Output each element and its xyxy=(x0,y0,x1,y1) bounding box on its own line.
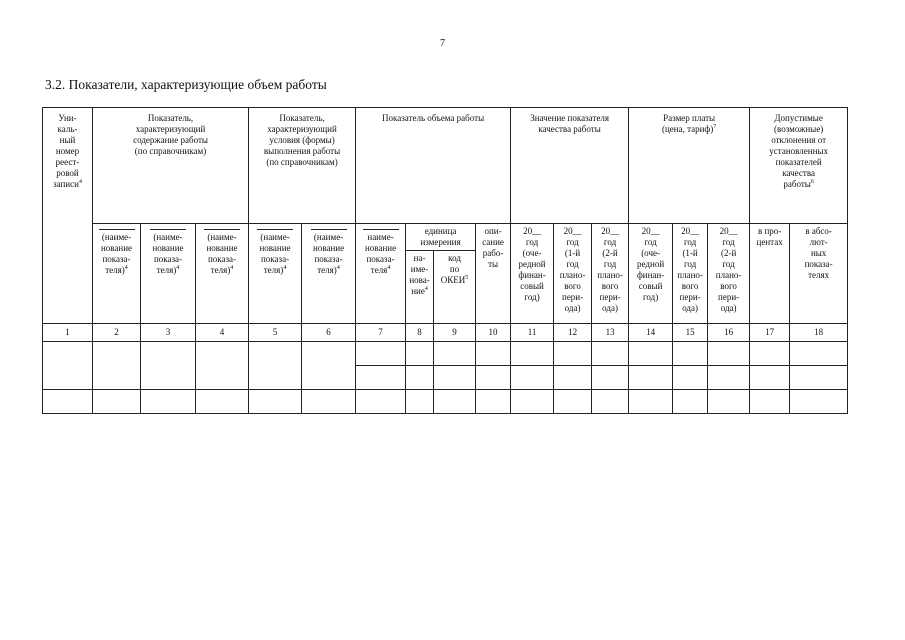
header-volume-indicator-name xyxy=(356,224,406,324)
header-unique-text: Уни- каль- ный номер реест- ровой записи xyxy=(53,113,80,189)
table-cell[interactable] xyxy=(476,366,511,390)
table-cell[interactable] xyxy=(356,366,406,390)
table-cell[interactable] xyxy=(592,390,629,414)
column-number: 6 xyxy=(302,324,356,342)
table-cell[interactable] xyxy=(554,390,592,414)
header-unit-of-measure: единица измерения xyxy=(406,224,476,251)
column-number: 7 xyxy=(356,324,406,342)
table-cell[interactable] xyxy=(629,366,673,390)
column-number: 13 xyxy=(592,324,629,342)
table-cell[interactable] xyxy=(434,390,476,414)
footnote-ref: 4 xyxy=(424,286,428,292)
unit-name-text: на- име- нова- ние xyxy=(409,253,430,296)
table-cell[interactable] xyxy=(43,390,93,414)
table-cell[interactable] xyxy=(93,342,141,390)
table-cell[interactable] xyxy=(673,366,708,390)
table-cell[interactable] xyxy=(511,390,554,414)
column-number: 9 xyxy=(434,324,476,342)
header-quality-year-current: 20__ год (оче- редной финан- совый год) xyxy=(511,224,554,324)
column-number: 10 xyxy=(476,324,511,342)
column-number: 5 xyxy=(249,324,302,342)
header-fee-text: Размер платы (цена, тариф) xyxy=(661,113,716,134)
table-cell[interactable] xyxy=(790,390,848,414)
footnote-ref: 4 xyxy=(230,265,234,271)
footnote-ref: 4 xyxy=(336,265,340,271)
header-fee-year-current: 20__ год (оче- редной финан- совый год) xyxy=(629,224,673,324)
header-volume-indicator: Показатель объема работы xyxy=(356,108,511,224)
table-cell[interactable] xyxy=(406,366,434,390)
column-number: 2 xyxy=(93,324,141,342)
blank-line xyxy=(204,229,240,230)
page-number: 7 xyxy=(440,38,445,49)
header-row-sub xyxy=(43,224,848,251)
table-cell[interactable] xyxy=(790,342,848,366)
indicator-name-text: (наиме- нование показа- теля) xyxy=(206,232,238,275)
column-number: 15 xyxy=(673,324,708,342)
footnote-ref: 6 xyxy=(810,179,814,185)
table-cell[interactable] xyxy=(43,342,93,390)
table-cell[interactable] xyxy=(141,390,196,414)
header-indicator-name-2 xyxy=(141,224,196,324)
section-title: 3.2. Показатели, характеризующие объем работы xyxy=(45,77,327,92)
table-cell[interactable] xyxy=(476,390,511,414)
blank-line xyxy=(257,229,293,230)
table-cell[interactable] xyxy=(629,342,673,366)
header-fee-year-first: 20__ год (1-й год плано- вого пери- ода) xyxy=(673,224,708,324)
table-row xyxy=(43,390,848,414)
table-cell[interactable] xyxy=(708,366,750,390)
column-number: 12 xyxy=(554,324,592,342)
volume-name-text: наиме- нование показа- теля xyxy=(365,232,397,275)
header-deviations xyxy=(750,108,848,224)
table-cell[interactable] xyxy=(673,342,708,366)
header-unit-okei-code xyxy=(434,251,476,324)
column-number: 17 xyxy=(750,324,790,342)
header-fee-size xyxy=(629,108,750,224)
blank-line xyxy=(311,229,347,230)
blank-line xyxy=(363,229,399,230)
indicator-name-text: (наиме- нование показа- теля) xyxy=(152,232,184,275)
indicator-name-text: (наиме- нование показа- теля) xyxy=(259,232,291,275)
header-work-description: опи- сание рабо- ты xyxy=(476,224,511,324)
footnote-ref: 5 xyxy=(465,275,469,281)
header-indicator-name-5 xyxy=(302,224,356,324)
column-number: 18 xyxy=(790,324,848,342)
footnote-ref: 4 xyxy=(78,179,82,185)
table-cell[interactable] xyxy=(708,342,750,366)
header-unit-name xyxy=(406,251,434,324)
footnote-ref: 4 xyxy=(387,265,391,271)
table-cell[interactable] xyxy=(511,342,554,366)
table-cell[interactable] xyxy=(356,342,406,366)
table-cell[interactable] xyxy=(554,342,592,366)
column-number: 11 xyxy=(511,324,554,342)
header-quality-year-second: 20__ год (2-й год плано- вого пери- ода) xyxy=(592,224,629,324)
header-deviation-absolute: в абсо- лют- ных показа- телях xyxy=(790,224,848,324)
table-cell[interactable] xyxy=(196,390,249,414)
table-cell[interactable] xyxy=(511,366,554,390)
header-unique-record xyxy=(43,108,93,324)
table-cell[interactable] xyxy=(406,342,434,366)
header-row-main xyxy=(43,108,848,224)
table-cell[interactable] xyxy=(592,342,629,366)
header-content-indicator: Показатель, характеризующий содержание работы (по справочникам) xyxy=(93,108,249,224)
footnote-ref: 4 xyxy=(283,265,287,271)
table-cell[interactable] xyxy=(750,390,790,414)
header-quality-year-first: 20__ год (1-й год плано- вого пери- ода) xyxy=(554,224,592,324)
column-number-row xyxy=(43,324,848,342)
table-cell[interactable] xyxy=(434,366,476,390)
blank-line xyxy=(99,229,135,230)
column-number: 14 xyxy=(629,324,673,342)
table-cell[interactable] xyxy=(476,342,511,366)
table-cell[interactable] xyxy=(302,342,356,390)
header-deviations-text: Допустимые (возможные) отклонения от установленных показателей качества работы xyxy=(769,113,828,189)
table-cell[interactable] xyxy=(434,342,476,366)
header-quality-value: Значение показателя качества работы xyxy=(511,108,629,224)
table-cell[interactable] xyxy=(93,390,141,414)
header-indicator-name-1 xyxy=(93,224,141,324)
column-number: 16 xyxy=(708,324,750,342)
column-number: 1 xyxy=(43,324,93,342)
table-cell[interactable] xyxy=(196,342,249,390)
footnote-ref: 4 xyxy=(176,265,180,271)
table-cell[interactable] xyxy=(554,366,592,390)
footnote-ref: 4 xyxy=(124,265,128,271)
header-indicator-name-3 xyxy=(196,224,249,324)
header-indicator-name-4 xyxy=(249,224,302,324)
volume-indicators-table xyxy=(42,107,848,414)
unit-code-text: код по ОКЕИ xyxy=(440,253,466,285)
footnote-ref: 7 xyxy=(713,124,717,130)
header-fee-year-second: 20__ год (2-й год плано- вого пери- ода) xyxy=(708,224,750,324)
table-cell[interactable] xyxy=(790,366,848,390)
table-cell[interactable] xyxy=(750,366,790,390)
table-cell[interactable] xyxy=(708,390,750,414)
column-number: 4 xyxy=(196,324,249,342)
column-number: 8 xyxy=(406,324,434,342)
table-cell[interactable] xyxy=(750,342,790,366)
table-cell[interactable] xyxy=(629,390,673,414)
table-row xyxy=(43,342,848,366)
table-cell[interactable] xyxy=(592,366,629,390)
column-number: 3 xyxy=(141,324,196,342)
header-conditions-indicator: Показатель, характеризующий условия (формы) выполнения работы (по справочникам) xyxy=(249,108,356,224)
table-cell[interactable] xyxy=(249,390,302,414)
table-cell[interactable] xyxy=(302,390,356,414)
table-cell[interactable] xyxy=(673,390,708,414)
table-cell[interactable] xyxy=(249,342,302,390)
indicator-name-text: (наиме- нование показа- теля) xyxy=(100,232,133,275)
table-cell[interactable] xyxy=(406,390,434,414)
table-cell[interactable] xyxy=(356,390,406,414)
blank-line xyxy=(150,229,186,230)
indicator-name-text: (наиме- нование показа- теля) xyxy=(313,232,345,275)
table-cell[interactable] xyxy=(141,342,196,390)
header-deviation-percent: в про- центах xyxy=(750,224,790,324)
